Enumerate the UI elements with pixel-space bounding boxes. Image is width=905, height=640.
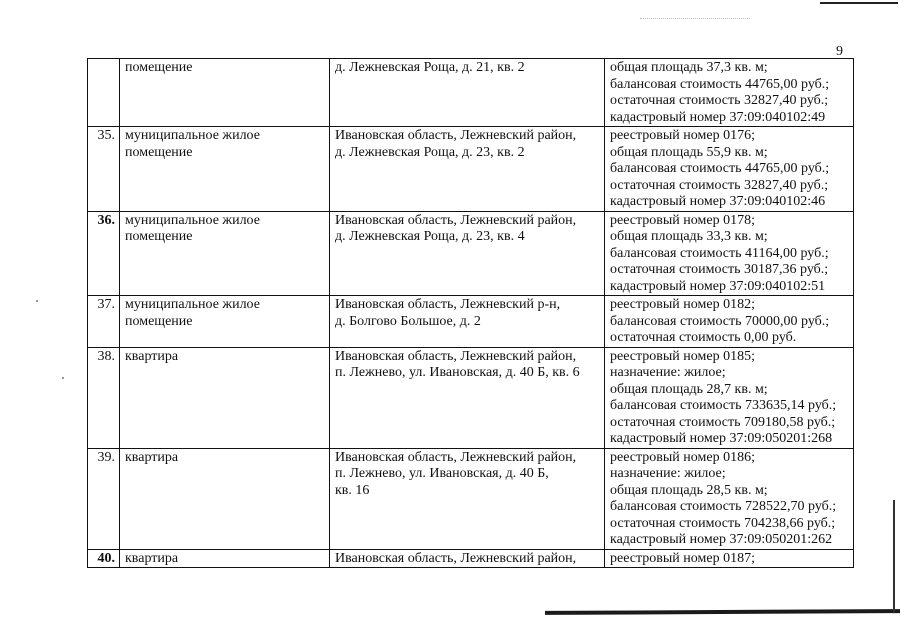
object-details-line: остаточная стоимость 32827,40 руб.; bbox=[610, 93, 829, 108]
item-number: 35. bbox=[88, 127, 120, 212]
object-address-line: Ивановская область, Лежневский р-н, bbox=[335, 297, 561, 312]
object-type-line: квартира bbox=[125, 449, 179, 465]
object-type-line: помещение bbox=[125, 229, 193, 244]
object-details-line: назначение: жилое; bbox=[610, 365, 726, 380]
object-details-line: балансовая стоимость 41164,00 руб.; bbox=[610, 245, 829, 261]
object-details bbox=[605, 347, 854, 448]
object-details-line: остаточная стоимость 709180,58 руб.; bbox=[610, 414, 836, 430]
object-details-line: общая площадь 28,7 кв. м; bbox=[610, 381, 768, 397]
object-address-line: Ивановская область, Лежневский район, bbox=[335, 348, 577, 364]
object-address-line: кв. 16 bbox=[335, 482, 370, 498]
table-row bbox=[88, 549, 854, 568]
scan-noise bbox=[640, 18, 750, 20]
object-details-line: общая площадь 33,3 кв. м; bbox=[610, 229, 768, 244]
object-address bbox=[330, 211, 605, 296]
object-type bbox=[120, 347, 330, 448]
object-type bbox=[120, 59, 330, 127]
scan-edge-mark bbox=[893, 500, 895, 612]
object-details-line: кадастровый номер 37:09:040102:46 bbox=[610, 194, 826, 209]
object-type-line: муниципальное жилое bbox=[125, 297, 260, 312]
object-details-line: кадастровый номер 37:09:040102:51 bbox=[610, 278, 826, 294]
item-number: 40. bbox=[88, 549, 120, 568]
object-address bbox=[330, 448, 605, 549]
object-details bbox=[605, 127, 854, 212]
object-details-line: реестровый номер 0186; bbox=[610, 449, 755, 465]
object-details-line: балансовая стоимость 728522,70 руб.; bbox=[610, 499, 837, 514]
item-number: 36. bbox=[88, 211, 120, 296]
object-address-line: д. Лежневская Роща, д. 23, кв. 2 bbox=[335, 144, 525, 160]
object-address bbox=[330, 296, 605, 348]
object-details-line: остаточная стоимость 30187,36 руб.; bbox=[610, 262, 829, 277]
object-details bbox=[605, 296, 854, 348]
object-details-line: реестровый номер 0176; bbox=[610, 128, 755, 143]
object-address bbox=[330, 549, 605, 568]
object-address-line: д. Лежневская Роща, д. 23, кв. 4 bbox=[335, 229, 525, 244]
item-number: 38. bbox=[88, 347, 120, 448]
object-address bbox=[330, 127, 605, 212]
object-type bbox=[120, 448, 330, 549]
object-details-line: остаточная стоимость 704238,66 руб.; bbox=[610, 515, 836, 531]
table-row bbox=[88, 347, 854, 448]
property-registry-table bbox=[87, 58, 854, 568]
object-type-line: муниципальное жилое bbox=[125, 128, 260, 143]
object-details bbox=[605, 59, 854, 127]
object-details-line: общая площадь 55,9 кв. м; bbox=[610, 144, 768, 160]
object-type-line: квартира bbox=[125, 550, 179, 566]
object-address-line: Ивановская область, Лежневский район, bbox=[335, 128, 577, 143]
item-number bbox=[88, 59, 120, 127]
object-type bbox=[120, 211, 330, 296]
page-number: 9 bbox=[836, 44, 843, 59]
object-details-line: кадастровый номер 37:09:040102:49 bbox=[610, 109, 826, 125]
scan-speck bbox=[36, 300, 38, 302]
scan-edge-mark bbox=[545, 609, 900, 615]
object-details bbox=[605, 211, 854, 296]
item-number: 39. bbox=[88, 448, 120, 549]
object-type-line: помещение bbox=[125, 60, 193, 75]
object-details-line: реестровый номер 0185; bbox=[610, 348, 755, 364]
object-address-line: п. Лежнево, ул. Ивановская, д. 40 Б, кв. 6 bbox=[335, 365, 580, 380]
object-details-line: кадастровый номер 37:09:050201:268 bbox=[610, 431, 833, 446]
scan-edge-mark bbox=[820, 2, 898, 4]
object-details bbox=[605, 549, 854, 568]
object-details-line: кадастровый номер 37:09:050201:262 bbox=[610, 532, 833, 547]
object-address-line: Ивановская область, Лежневский район, bbox=[335, 212, 577, 228]
object-details-line: реестровый номер 0182; bbox=[610, 297, 755, 312]
item-number: 37. bbox=[88, 296, 120, 348]
object-address-line: Ивановская область, Лежневский район, bbox=[335, 449, 577, 465]
object-address-line: д. Болгово Большое, д. 2 bbox=[335, 313, 481, 329]
table-row bbox=[88, 59, 854, 127]
object-type-line: муниципальное жилое bbox=[125, 212, 260, 228]
object-address bbox=[330, 347, 605, 448]
table-row bbox=[88, 448, 854, 549]
object-details-line: балансовая стоимость 733635,14 руб.; bbox=[610, 398, 837, 413]
object-details-line: реестровый номер 0187; bbox=[610, 550, 755, 566]
object-address-line: Ивановская область, Лежневский район, bbox=[335, 550, 577, 566]
object-details-line: балансовая стоимость 44765,00 руб.; bbox=[610, 76, 830, 92]
object-type-line: помещение bbox=[125, 313, 193, 329]
table-row bbox=[88, 127, 854, 212]
object-details-line: общая площадь 37,3 кв. м; bbox=[610, 60, 768, 75]
object-address-line: д. Лежневская Роща, д. 21, кв. 2 bbox=[335, 60, 525, 75]
object-details bbox=[605, 448, 854, 549]
object-details-line: реестровый номер 0178; bbox=[610, 212, 755, 228]
object-address bbox=[330, 59, 605, 127]
object-type bbox=[120, 296, 330, 348]
object-type-line: помещение bbox=[125, 144, 193, 160]
object-address-line: п. Лежнево, ул. Ивановская, д. 40 Б, bbox=[335, 466, 549, 481]
object-type bbox=[120, 549, 330, 568]
table-row bbox=[88, 211, 854, 296]
object-details-line: балансовая стоимость 70000,00 руб.; bbox=[610, 313, 830, 329]
object-type-line: квартира bbox=[125, 348, 179, 364]
object-details-line: остаточная стоимость 0,00 руб. bbox=[610, 330, 797, 345]
scan-speck bbox=[62, 377, 64, 379]
object-details-line: назначение: жилое; bbox=[610, 466, 726, 481]
object-details-line: балансовая стоимость 44765,00 руб.; bbox=[610, 161, 830, 176]
object-details-line: общая площадь 28,5 кв. м; bbox=[610, 482, 768, 498]
object-details-line: остаточная стоимость 32827,40 руб.; bbox=[610, 177, 829, 193]
object-type bbox=[120, 127, 330, 212]
table-row bbox=[88, 296, 854, 348]
